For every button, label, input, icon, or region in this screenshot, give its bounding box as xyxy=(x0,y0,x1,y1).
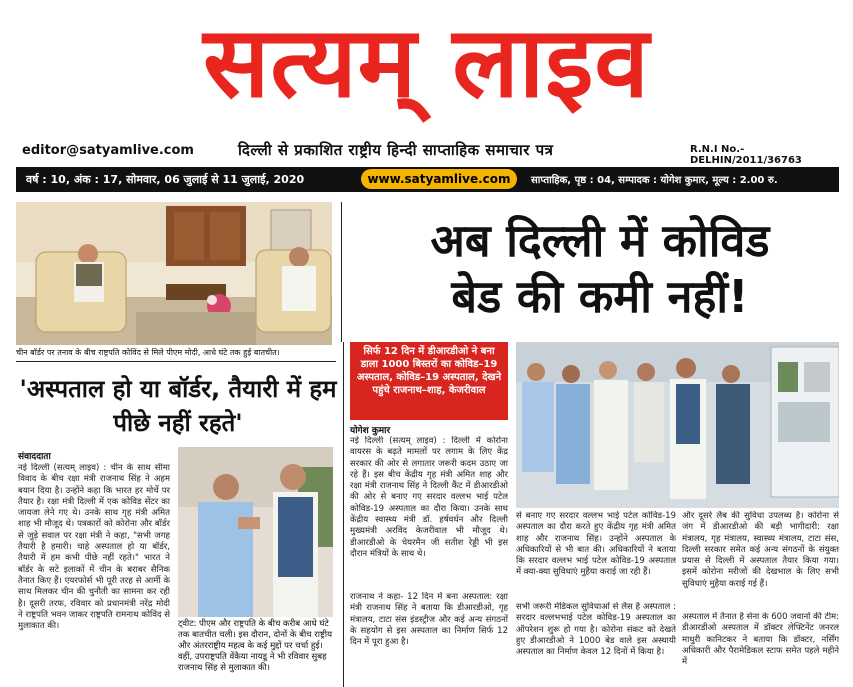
issue-info: वर्ष : 10, अंक : 17, सोमवार, 06 जुलाई से 11 जुलाई, 2020 xyxy=(26,173,305,186)
main-byline: योगेश कुमार xyxy=(350,426,391,436)
photo-caption: चीन बॉर्डर पर तनाव के बीच राष्ट्रपति कोविंद से मिले पीएम मोदी, आधे घंटे तक हुई बातचीत। xyxy=(16,348,280,357)
defence-minister-photo xyxy=(178,447,333,617)
main-story-col1b: राजनाथ ने कहा- 12 दिन में बना अस्पताल: रक्षा मंत्री राजनाथ सिंह ने बताया कि डीआरडीओ, गृह मंत्रालय, टाटा संस इंडस्ट्रीज और कई अन्य संगठनों के सहयोग से इस अस्पताल का निर्माण सिर्फ 12 दिन में पूरा हुआ है। xyxy=(350,592,508,648)
ministers-visit-hospital-photo xyxy=(516,342,839,508)
greeting-illustration xyxy=(178,447,333,617)
second-story-headline: 'अस्पताल हो या बॉर्डर, तैयारी में हम पीछे नहीं रहते' xyxy=(19,375,337,437)
column-divider-top xyxy=(341,202,342,342)
photo-caption-2: ट्वीट: पीएम और राष्ट्रपति के बीच करीब आधे घंटे तक बातचीत चली। इस दौरान, दोनों के बीच राष्ट्रीय और अंतरराष्ट्रीय महत्व के कई मुद्दों पर चर्चा हुई। वहीं, उपराष्ट्रपति वेंकैया नायडू ने भी रविवार सुबह राजनाथ सिंह से मुलाकात की। xyxy=(178,619,333,673)
column-divider xyxy=(343,342,344,687)
publication-info: साप्ताहिक, पृष्ठ : 04, सम्पादक : योगेश कुमार, मूल्य : 2.00 रु. xyxy=(531,175,778,186)
red-summary-box: सिर्फ 12 दिन में डीआरडीओ ने बना डाला 1000 बिस्तरों का कोविड–19 अस्पताल, कोविड–19 अस्पताल, देखने पहुंचे राजनाथ–शाह, केजरीवाल xyxy=(350,342,508,420)
editor-email: editor@satyamlive.com xyxy=(22,143,194,158)
main-story-col2b: सभी जरूरी मेडिकल सुविधाओं से लैस है अस्पताल : सरदार वल्लभभाई पटेल कोविड-19 अस्पताल का ऑपरेशन शुरू हो गया है। कोरोना संकट को देखते हुए डीआरडीओ ने 1000 बेड वाले इस अस्थायी अस्पताल का निर्माण केवल 12 दिनों में किया है। xyxy=(516,602,676,658)
main-story-col1: नई दिल्ली (सत्यम् लाइव) : दिल्ली में कोरोना वायरस के बढ़ते मामलों पर लगाम के लिए केंद्र सरकार की ओर से लगातार जरूरी कदम उठाए जा रहे हैं। इस बीच केंद्रीय गृह मंत्री अमित शाह और रक्षा मंत्री राजनाथ सिंह ने दिल्ली कैंट में डीआरडीओ की ओर से बनाए गए सरदार वल्लभ भाई पटेल कोविड-19 अस्पताल का दौरा किया। उनके साथ केंद्रीय स्वास्थ्य मंत्री डॉ. हर्षवर्धन और दिल्ली मुख्यमंत्री अरविंद केजरीवाल भी मौजूद थे। डीआरडीओ के चेयरमैन जी सतीश रेड्डी भी इस दौरान मंत्रियों के साथ थे। xyxy=(350,436,508,559)
rni-number: R.N.I No.- DELHIN/2011/36763 xyxy=(690,144,802,166)
main-headline-line1: अब दिल्ली में कोविड xyxy=(430,214,770,267)
dateline-band xyxy=(16,167,839,192)
masthead-title: सत्यम् लाइव xyxy=(203,6,650,120)
main-headline xyxy=(360,213,840,325)
website-badge[interactable]: www.satyamlive.com xyxy=(361,169,517,189)
second-story-body: नई दिल्ली (सत्यम् लाइव) : चीन के साथ सीमा विवाद के बीच रक्षा मंत्री राजनाथ सिंह ने अहम बयान दिया है। उन्होंने कहा कि भारत हर मोर्चे पर तैयार है। रक्षा मंत्री दिल्ली में एक कोविड सेंटर का जायजा लेने गए थे। उनके साथ गृह मंत्री अमित शाह भी मौजूद थे। पत्रकारों को कोरोना और बॉर्डर से जुड़े सवाल पर रक्षा मंत्री ने कहा, "सभी जगह तैयारी है हमारी। चाहे अस्पताल हो या बॉर्डर, तैयारी में हम कभी पीछे नहीं रहते।" भारत ने बॉर्डर के सटे इलाकों में चीन के बराबर सैनिक तैनात किए हैं। एयरफोर्स भी पूरी तरह से आर्मी के साथ मिलकर चीन की चुनौती का सामना कर रही है। दूसरी तरफ, रविवार को प्रधानमंत्री नरेंद्र मोदी ने राष्ट्रपति भवन जाकर राष्ट्रपति रामनाथ कोविंद से मुलाकात की। xyxy=(18,463,170,632)
hospital-visit-illustration xyxy=(516,342,839,508)
main-story-col2: से बनाए गए सरदार वल्लभ भाई पटेल कोविड-19 अस्पताल का दौरा करते हुए केंद्रीय गृह मंत्री अमित शाह और राजनाथ सिंह। उन्होंने अस्पताल के अधिकारियों से भी बात की। अधिकारियों ने बताया कि सरदार वल्लभ भाई पटेल कोविड-19 अस्पताल में क्या-क्या सुविधाएं मुहैया कराई जा रही हैं। xyxy=(516,511,676,578)
main-story-col3b: अस्पताल में तैनात है सेना के 600 जवानों की टीम: डीआरडीओ अस्पताल में डॉक्टर लेफ्टिनेंट जनरल माधुरी कानिटकर ने बताया कि डॉक्टर, नर्सिंग अधिकारी और पैरामेडिकल स्टाफ समेत पहले महीने में xyxy=(682,612,839,668)
masthead-subtitle: दिल्ली से प्रकाशित राष्ट्रीय हिन्दी साप्ताहिक समाचार पत्र xyxy=(238,141,554,159)
pm-president-meeting-photo xyxy=(16,202,332,345)
meeting-room-illustration xyxy=(16,202,332,345)
divider xyxy=(16,361,336,362)
second-byline: संवाददाता xyxy=(18,452,51,462)
main-headline-line2: बेड की कमी नहीं! xyxy=(451,270,749,323)
main-story-col3: और दूसरे लैब की सुविधा उपलब्ध है। कोरोना से जंग में डीआरडीओ की बड़ी भागीदारी: रक्षा मंत्रालय, गृह मंत्रालय, स्वास्थ्य मंत्रालय, टाटा संस, दिल्ली सरकार समेत कई अन्य संगठनों के संयुक्त प्रयास से दिल्ली में अस्पताल तैयार किया गया। इसमें कोरोना मरीजों की देखभाल के लिए सभी सुविधाएं मुहैया कराई गई हैं। xyxy=(682,511,839,589)
